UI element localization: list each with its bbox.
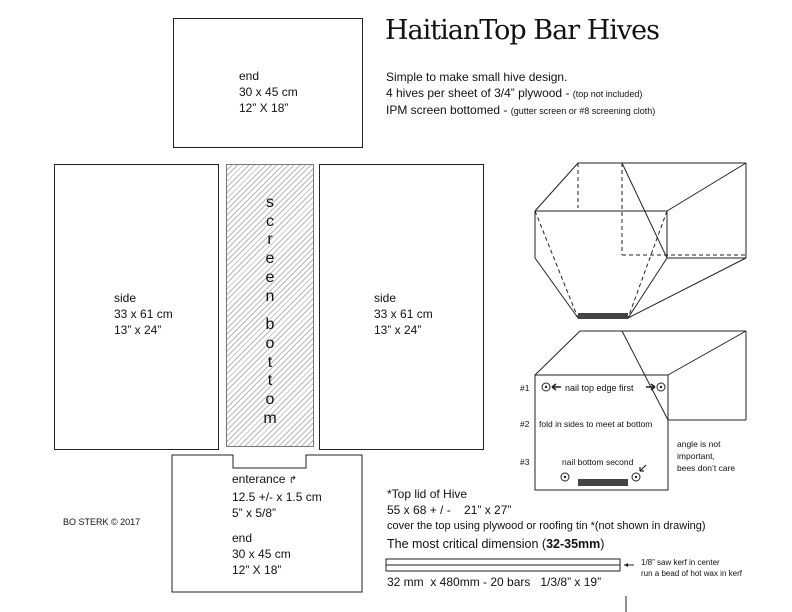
step-1-number: #1 — [520, 383, 530, 393]
entrance-arrow-icon: ↱ — [288, 475, 298, 486]
step-3-number: #3 — [520, 457, 530, 467]
side-panel-right-label: side 33 x 61 cm 13” x 24” — [374, 291, 433, 337]
screen-strip-lower — [578, 479, 628, 486]
right-arrow-icon — [646, 384, 655, 390]
lid-dims: 55 x 68 + / - 21” x 27” — [387, 503, 512, 517]
screen-letter: e — [265, 250, 275, 268]
screen-letter: b — [265, 316, 275, 334]
left-arrow-icon — [552, 384, 561, 390]
end-panel-top-label: end 30 x 45 cm 12” X 18” — [239, 69, 298, 115]
intro-line-3: IPM screen bottomed - (gutter screen or #8 screening cloth) — [386, 103, 656, 117]
screen-letter: o — [265, 334, 275, 352]
critical-title: The most critical dimension (32-35mm) — [387, 537, 605, 551]
screen-letter: t — [267, 353, 273, 371]
bar-spec: 32 mm x 480mm - 20 bars 1/3/8” x 19” — [387, 575, 602, 589]
screen-letter: s — [266, 194, 274, 211]
angle-note: angle is not important, bees don’t care — [677, 439, 736, 473]
screen-letter: c — [266, 212, 274, 230]
credit: BO STERK © 2017 — [63, 517, 141, 527]
entrance-label: enterance ↱ 12.5 +/- x 1.5 cm 5” x 5/8” — [232, 472, 322, 520]
screen-letter: e — [265, 268, 275, 286]
lid-note: cover the top using plywood or roofing tin *(not shown in drawing) — [387, 520, 706, 532]
kerf-note: 1/8” saw kerf in center run a bead of hot wax in kerf — [641, 558, 742, 578]
down-arrow-icon — [640, 465, 646, 471]
step-1-text: nail top edge first — [565, 383, 634, 393]
lid-spec — [387, 486, 706, 534]
step-2-text: fold in sides to meet at bottom — [539, 419, 653, 429]
step-3-text: nail bottom second — [562, 457, 634, 467]
screen-letter: t — [267, 372, 273, 390]
hive-3d-upper — [535, 163, 746, 318]
intro-line-1: Simple to make small hive design. — [386, 70, 568, 84]
screen-letter: m — [263, 409, 277, 427]
screen-letter: n — [265, 287, 275, 305]
screen-letter: r — [267, 231, 273, 249]
side-panel-left-label: side 33 x 61 cm 13” x 24” — [114, 291, 173, 337]
end-panel-bottom-label: end 30 x 45 cm 12” X 18” — [232, 531, 291, 577]
screen-letter: o — [265, 391, 275, 409]
step-2-number: #2 — [520, 419, 530, 429]
page-title: HaitianTop Bar Hives — [385, 15, 659, 46]
lid-title: *Top lid of Hive — [387, 487, 468, 501]
intro-line-2: 4 hives per sheet of 3/4” plywood - (top not included) — [386, 86, 643, 100]
screen-strip-upper — [578, 313, 628, 319]
